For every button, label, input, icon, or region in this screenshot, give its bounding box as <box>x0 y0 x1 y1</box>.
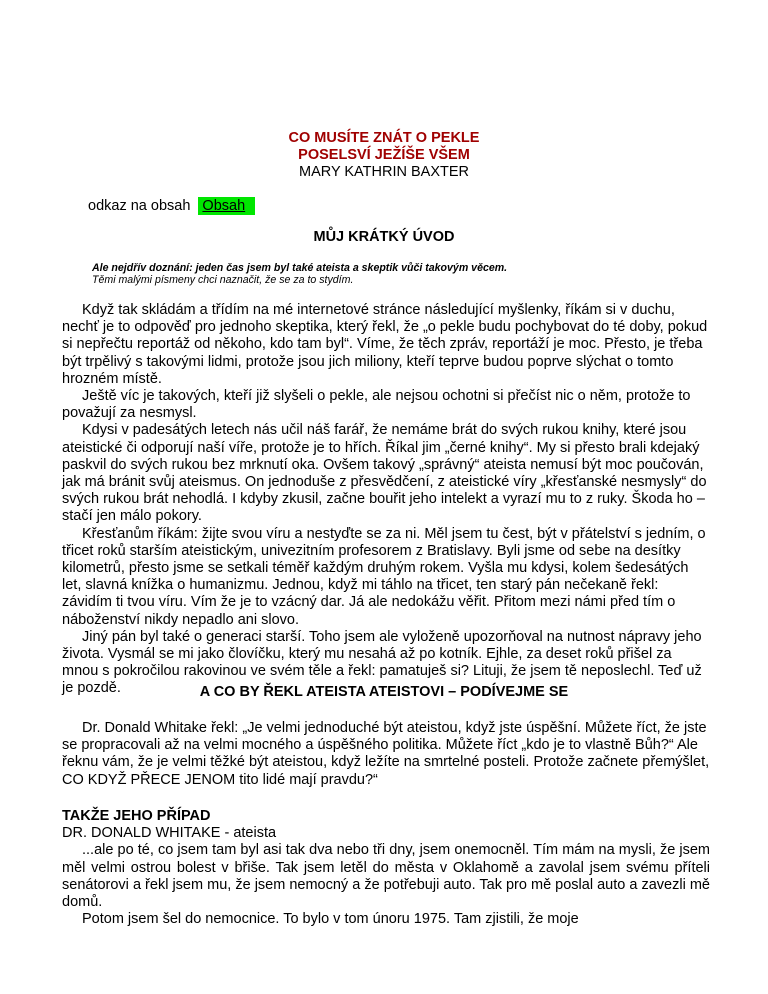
paragraph: Křesťanům říkám: žijte svou víru a nestyďte se za ni. Měl jsem tu čest, být v přátelství s jedním, o třicet roků starším ateistickým, univezitním profesorem z Bratislavy. Byli jsme od sebe na desítky kilometrů, přesto jsme se setkali téměř každým druhým rokem. Vyšla mu kdysi, kolem šedesátých let, slavná knížka o humanizmu. Jednou, když mi táhlo na třicet, ten starý pán nečekaně řekl: závidím ti tvou víru. Vím že je to vzácný dar. Já ale nedokážu věřit. Přitom mezi námi před tím o náboženství nikdy nepadlo ani slovo. <box>62 525 706 628</box>
paragraph: Ještě víc je takových, kteří již slyšeli o pekle, ale nejsou ochotni si přečíst nic o něm, protože to považují za nesmysl. <box>62 388 691 422</box>
document-title: CO MUSÍTE ZNÁT O PEKLE <box>288 130 480 146</box>
contents-button[interactable]: Obsah <box>198 197 255 215</box>
case-subheading: DR. DONALD WHITAKE - ateista <box>62 825 277 842</box>
contents-link-row <box>88 197 255 215</box>
author-name: MARY KATHRIN BAXTER <box>298 164 469 180</box>
case-block <box>62 808 710 928</box>
quote-paragraph: Dr. Donald Whitake řekl: „Je velmi jednoduché být ateistou, když jste úspěšní. Můžete říct, že jste se propracovali až na velmi mocného a úspěšného politika. Můžete říct „kdo je to vlastně Bůh?“ Ale řeknu vám, že je velmi těžké být ateistou, když ležíte na smrtelné posteli. Protože začnete přemýšlet, CO KDYŽ PŘECE JENOM tito lidé mají pravdu?“ <box>62 720 710 788</box>
case-paragraph: Potom jsem šel do nemocnice. To bylo v tom únoru 1975. Tam zjistili, že moje <box>82 911 579 928</box>
atheist-quote-block <box>62 720 710 789</box>
section-heading-intro: MŮJ KRÁTKÝ ÚVOD <box>313 229 455 245</box>
section-heading-atheist: A CO BY ŘEKL ATEISTA ATEISTOVI – PODÍVEJME SE <box>199 684 569 700</box>
document-subtitle: POSELSVÍ JEŽÍŠE VŠEM <box>298 147 470 163</box>
intro-confession: Ale nejdřív doznání: jeden čas jsem byl také ateista a skeptik vůči takovým věcem. <box>92 262 508 274</box>
contents-link-label: odkaz na obsah <box>88 198 191 214</box>
intro-body <box>62 302 710 698</box>
title-block <box>0 130 768 181</box>
paragraph: Když tak skládám a třídím na mé internetové stránce následující myšlenky, říkám si v duchu, nechť je to odpověď pro jednoho skeptika, který řekl, že „o pekle budu pochybovat do té doby, pokud si nepřečtu reportáž od někoho, kdo tam byl“. Víme, že těch zpráv, reportáží je moc. Přesto, je třeba být trpělivý s takovými lidmi, protože jsou jich miliony, kteří teprve budou poprve slýchat o tomto hrozném místě. <box>62 302 708 387</box>
intro-note <box>92 262 507 286</box>
paragraph: Jiný pán byl také o generaci starší. Toho jsem ale vyloženě upozorňoval na nutnost nápravy jeho života. Vysmál se mi jako človíčku, který mu nesahá až po kotník. Ejhle, za deset roků přišel za mnou s pokročilou rakovinou ve svém těle a řekl: pamatuješ si? Lituji, že jsem tě neposlechl. Teď už je pozdě. <box>62 628 702 697</box>
case-paragraph: ...ale po té, co jsem tam byl asi tak dva nebo tři dny, jsem onemocněl. Tím mám na mysli, že jsem měl velmi ostrou bolest v břiše. Tak jsem letěl do města v Oklahomě a zavolal jsem svému příteli senátorovi a řekl jsem mu, že jsem nemocný a že potřebuji auto. Tak pro mě poslal auto a zavezli mě domů. <box>62 842 710 911</box>
paragraph: Kdysi v padesátých letech nás učil náš farář, že nemáme brát do svých rukou knihy, které jsou ateistické či odporují naší víře, protože je to hřích. Říkal jim „černé knihy“. My si přesto brali kdejaký paskvil do svých rukou bez mrknutí oka. Ovšem takový „správný“ ateista nemusí být moc poučován, jak má bránit svůj ateismus. On jednoduše z přesvědčení, z ateistické víry „křesťanské nesmysly“ do svých rukou brát nehodlá. I kdyby zkusil, začne bouřit jeho intelekt a vyrazí mu to z ruky. Škoda ho – stačí jen málo pokory. <box>62 422 707 525</box>
intro-small-note: Těmi malými písmeny chci naznačit, že se za to stydím. <box>92 274 354 286</box>
case-heading: TAKŽE JEHO PŘÍPAD <box>62 808 211 824</box>
